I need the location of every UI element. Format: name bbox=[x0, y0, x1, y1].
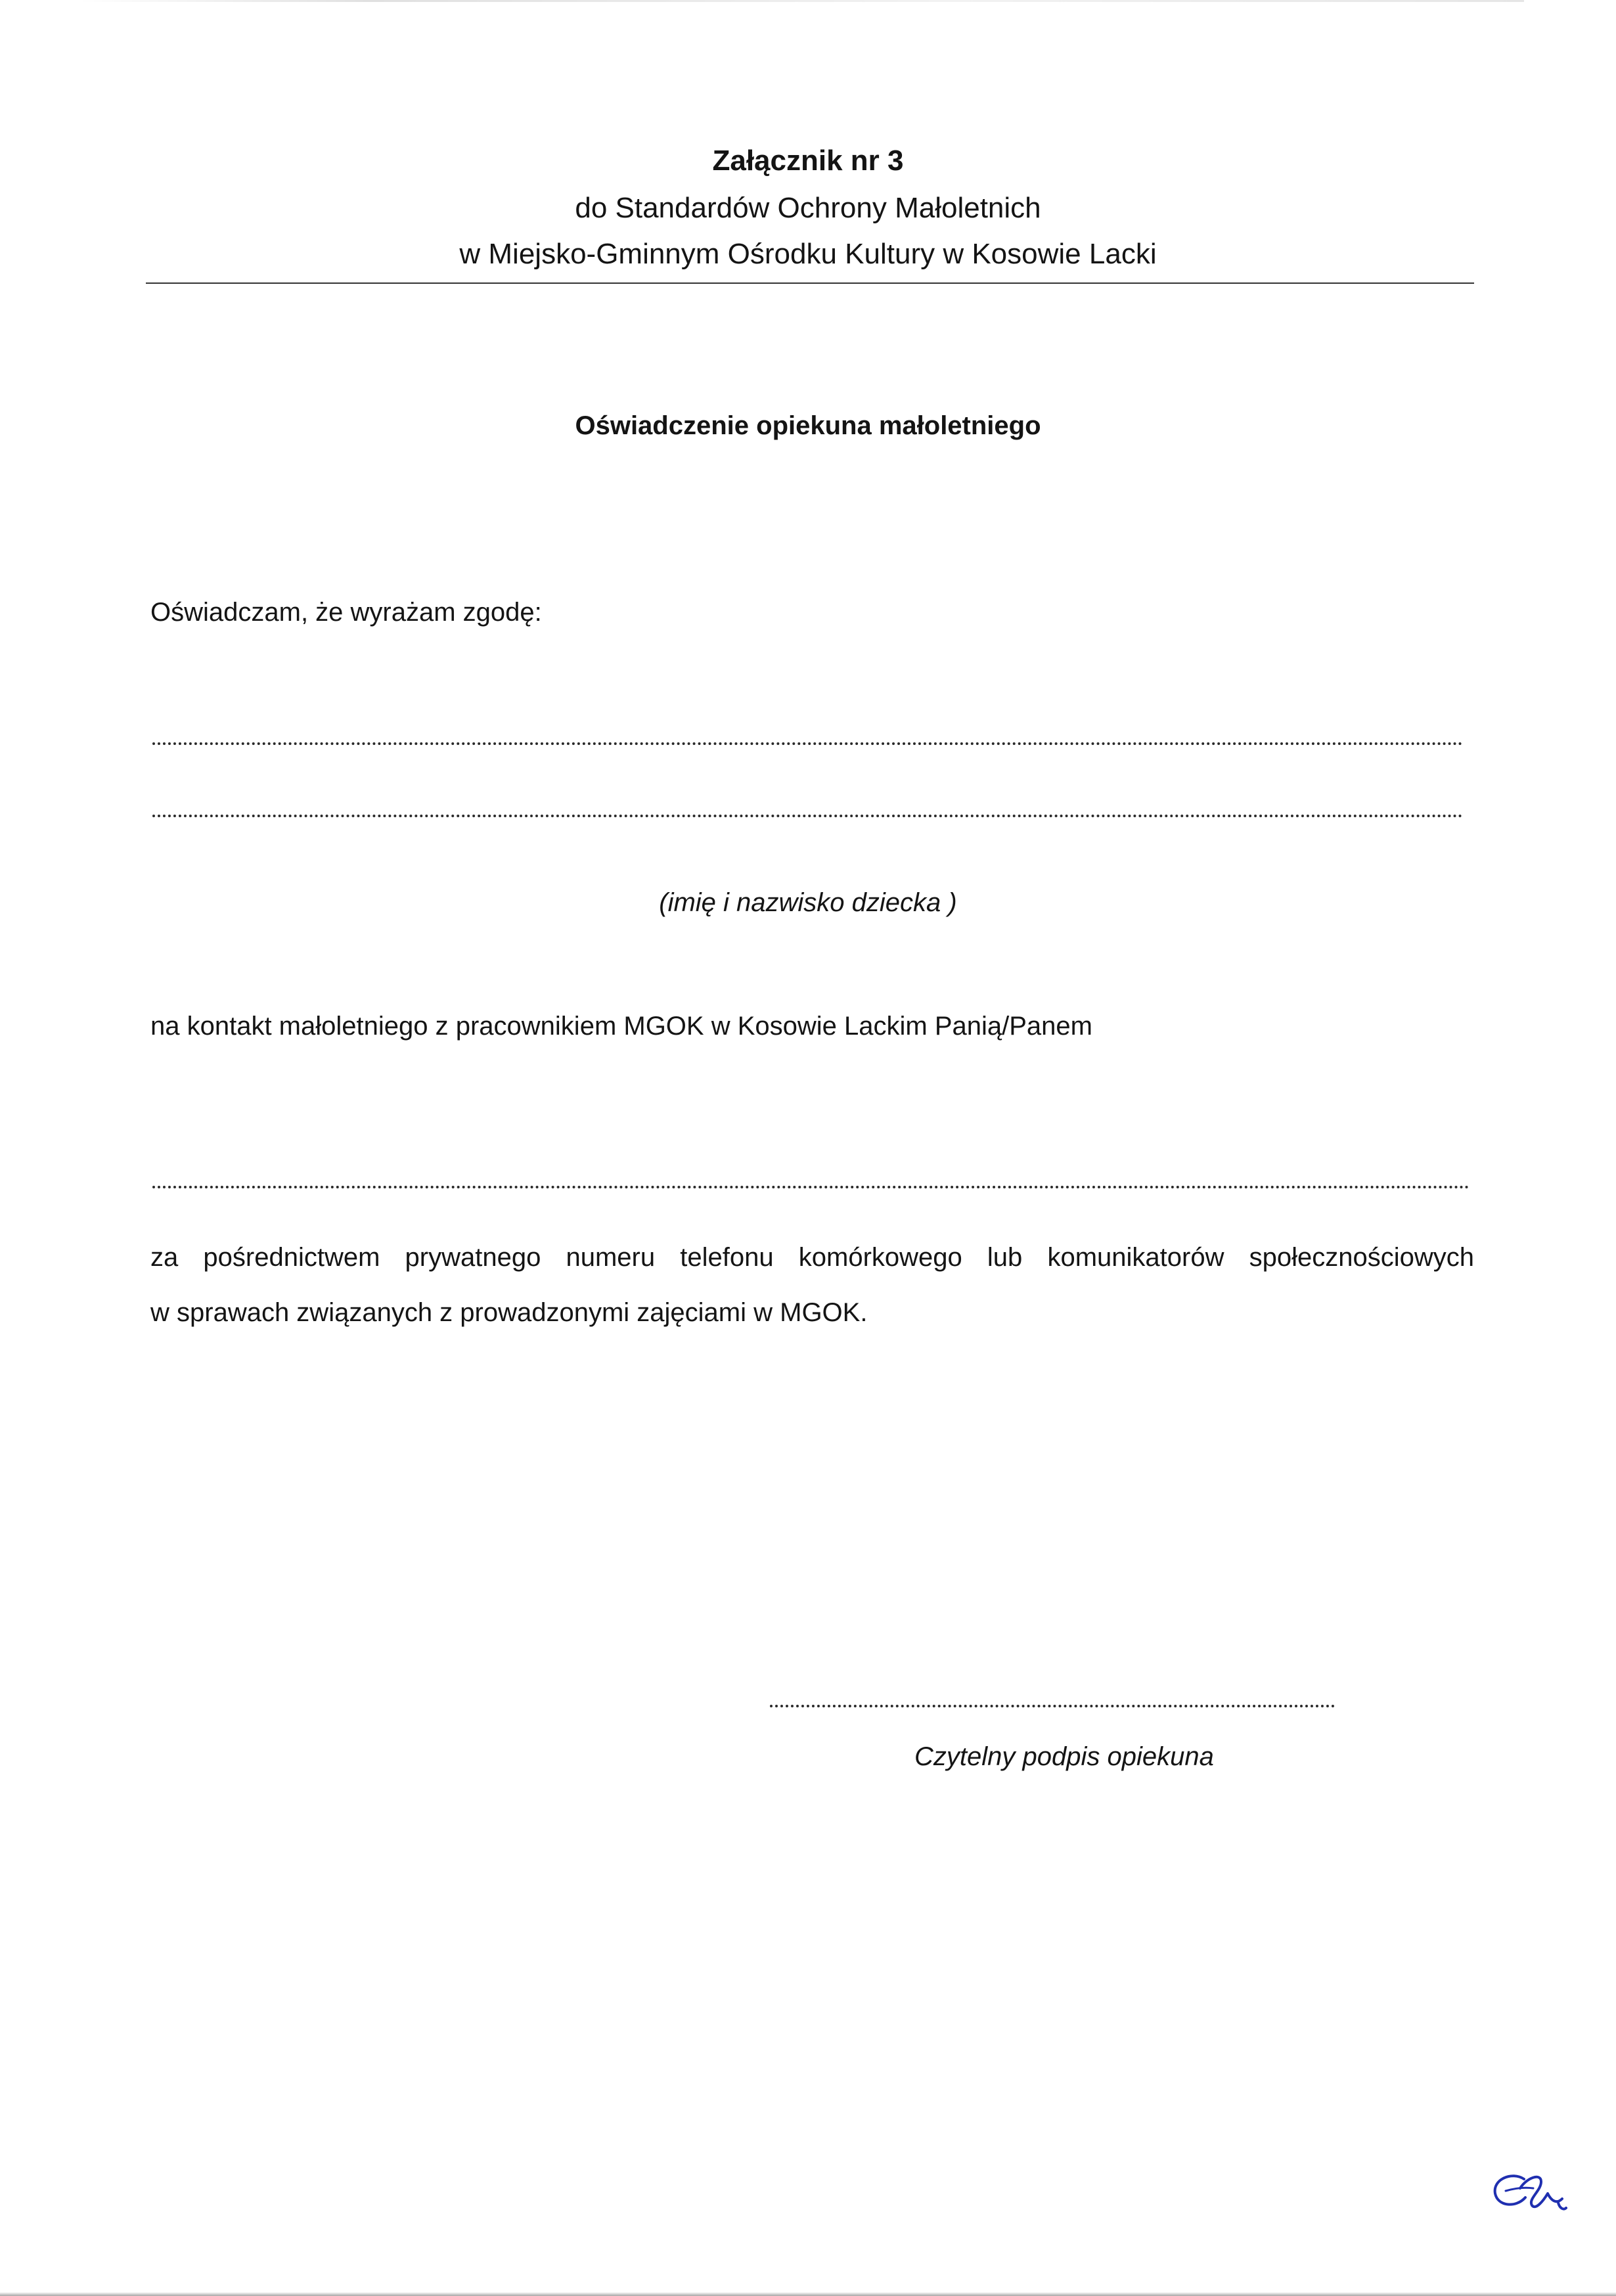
attachment-title: Załącznik nr 3 bbox=[712, 145, 904, 177]
document-heading: Oświadczenie opiekuna małoletniego bbox=[575, 411, 1041, 440]
attachment-subtitle-line1: do Standardów Ochrony Małoletnich bbox=[575, 192, 1041, 224]
child-name-dotted-line-1 bbox=[152, 742, 1463, 745]
attachment-subtitle-line2: w Miejsko-Gminnym Ośrodku Kultury w Kosowie Lacki bbox=[459, 238, 1157, 270]
child-name-caption: (imię i nazwisko dziecka ) bbox=[659, 888, 957, 917]
contact-statement-text: na kontakt małoletniego z pracownikiem MGOK w Kosowie Lackim Panią/Panem bbox=[150, 1012, 1092, 1041]
signature-dotted-line bbox=[770, 1705, 1335, 1707]
employee-name-dotted-line bbox=[152, 1186, 1470, 1188]
child-name-dotted-line-2 bbox=[152, 815, 1463, 817]
consent-intro-text: Oświadczam, że wyrażam zgodę: bbox=[150, 598, 542, 627]
consent-paragraph-line1: za pośrednictwem prywatnego numeru telefonu komórkowego lub komunikatorów społecznościowych bbox=[150, 1243, 1474, 1272]
header-divider bbox=[146, 282, 1474, 284]
consent-paragraph-line2: w sprawach związanych z prowadzonymi zajęciami w MGOK. bbox=[150, 1298, 868, 1327]
consent-paragraph bbox=[150, 1230, 1474, 1340]
scan-edge-artifact bbox=[79, 0, 1524, 2]
signature-caption: Czytelny podpis opiekuna bbox=[914, 1742, 1214, 1771]
handwritten-initials-mark bbox=[1486, 2165, 1571, 2217]
scan-edge-artifact-bottom bbox=[0, 2292, 1616, 2296]
